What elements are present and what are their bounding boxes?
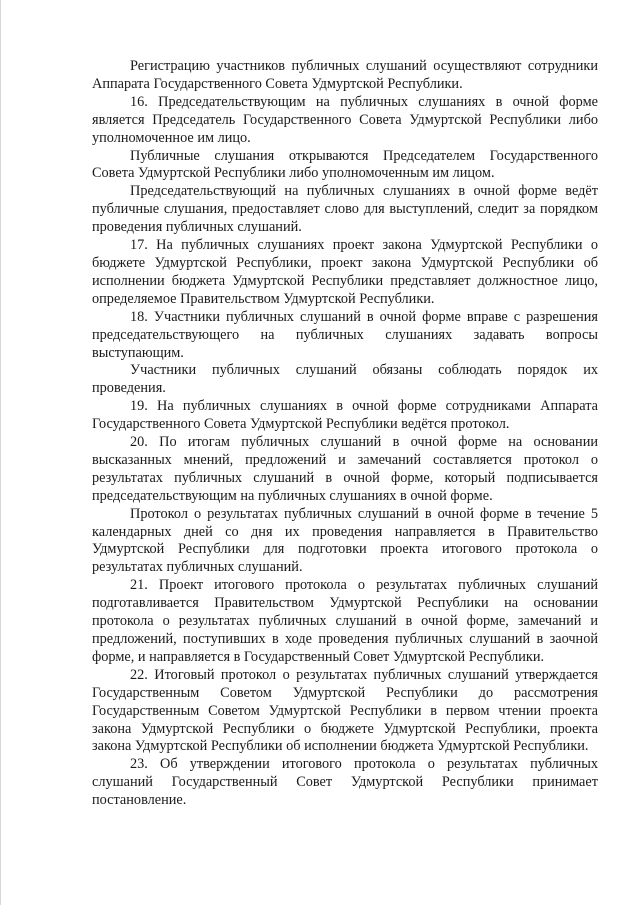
paragraph-20: 20. По итогам публичных слушаний в очной форме на основании высказанных мнений, предложений и замечаний составляется протокол о результатах публичных слушаний в очной форме, который подписывается председательствующим на публичных слушаниях в очной форме. bbox=[92, 434, 598, 504]
document-body bbox=[92, 58, 598, 810]
paragraph-18: 18. Участники публичных слушаний в очной форме вправе с разрешения председательствующего на публичных слушаниях задавать вопросы выступающим. bbox=[92, 308, 598, 361]
paragraph-16: 16. Председательствующим на публичных слушаниях в очной форме является Председатель Государственного Совета Удмуртской Республики либо уполномоченное им лицо. bbox=[92, 93, 598, 146]
paragraph-19: 19. На публичных слушаниях в очной форме сотрудниками Аппарата Государственного Совета Удмуртской Республики ведётся протокол. bbox=[92, 398, 598, 433]
paragraph-order: Участники публичных слушаний обязаны соблюдать порядок их проведения. bbox=[92, 362, 598, 397]
paragraph-23: 23. Об утверждении итогового протокола о результатах публичных слушаний Государственный Совет Удмуртской Республики принимает постановление. bbox=[92, 756, 598, 809]
paragraph-protocol-deadline: Протокол о результатах публичных слушаний в очной форме в течение 5 календарных дней со дня их проведения направляется в Правительство Удмуртской Республики для подготовки проекта итогового протокола о результатах публичных слушаний. bbox=[92, 505, 598, 576]
paragraph-opening: Публичные слушания открываются Председателем Государственного Совета Удмуртской Республики либо уполномоченным им лицом. bbox=[92, 147, 598, 182]
paragraph-17: 17. На публичных слушаниях проект закона Удмуртской Республики о бюджете Удмуртской Республики, проект закона Удмуртской Республики об исполнении бюджета Удмуртской Республики представляет должностное лицо, определяемое Правительством Удмуртской Республики. bbox=[92, 237, 598, 307]
paragraph-chair-duties: Председательствующий на публичных слушаниях в очной форме ведёт публичные слушания, предоставляет слово для выступлений, следит за порядком проведения публичных слушаний. bbox=[92, 183, 598, 236]
paragraph-registration: Регистрацию участников публичных слушаний осуществляют сотрудники Аппарата Государственного Совета Удмуртской Республики. bbox=[92, 58, 598, 92]
paragraph-21: 21. Проект итогового протокола о результатах публичных слушаний подготавливается Правительством Удмуртской Республики на основании протокола о результатах публичных слушаний в очной форме, замечаний и предложений, поступивших в ходе проведения публичных слушаний в заочной форме, и направляется в Государственный Совет Удмуртской Республики. bbox=[92, 577, 598, 665]
paragraph-22: 22. Итоговый протокол о результатах публичных слушаний утверждается Государственным Советом Удмуртской Республики до рассмотрения Государственным Советом Удмуртской Республики в первом чтении проекта закона Удмуртской Республики о бюджете Удмуртской Республики, проекта закона Удмуртской Республики об исполнении бюджета Удмуртской Республики. bbox=[92, 666, 598, 755]
